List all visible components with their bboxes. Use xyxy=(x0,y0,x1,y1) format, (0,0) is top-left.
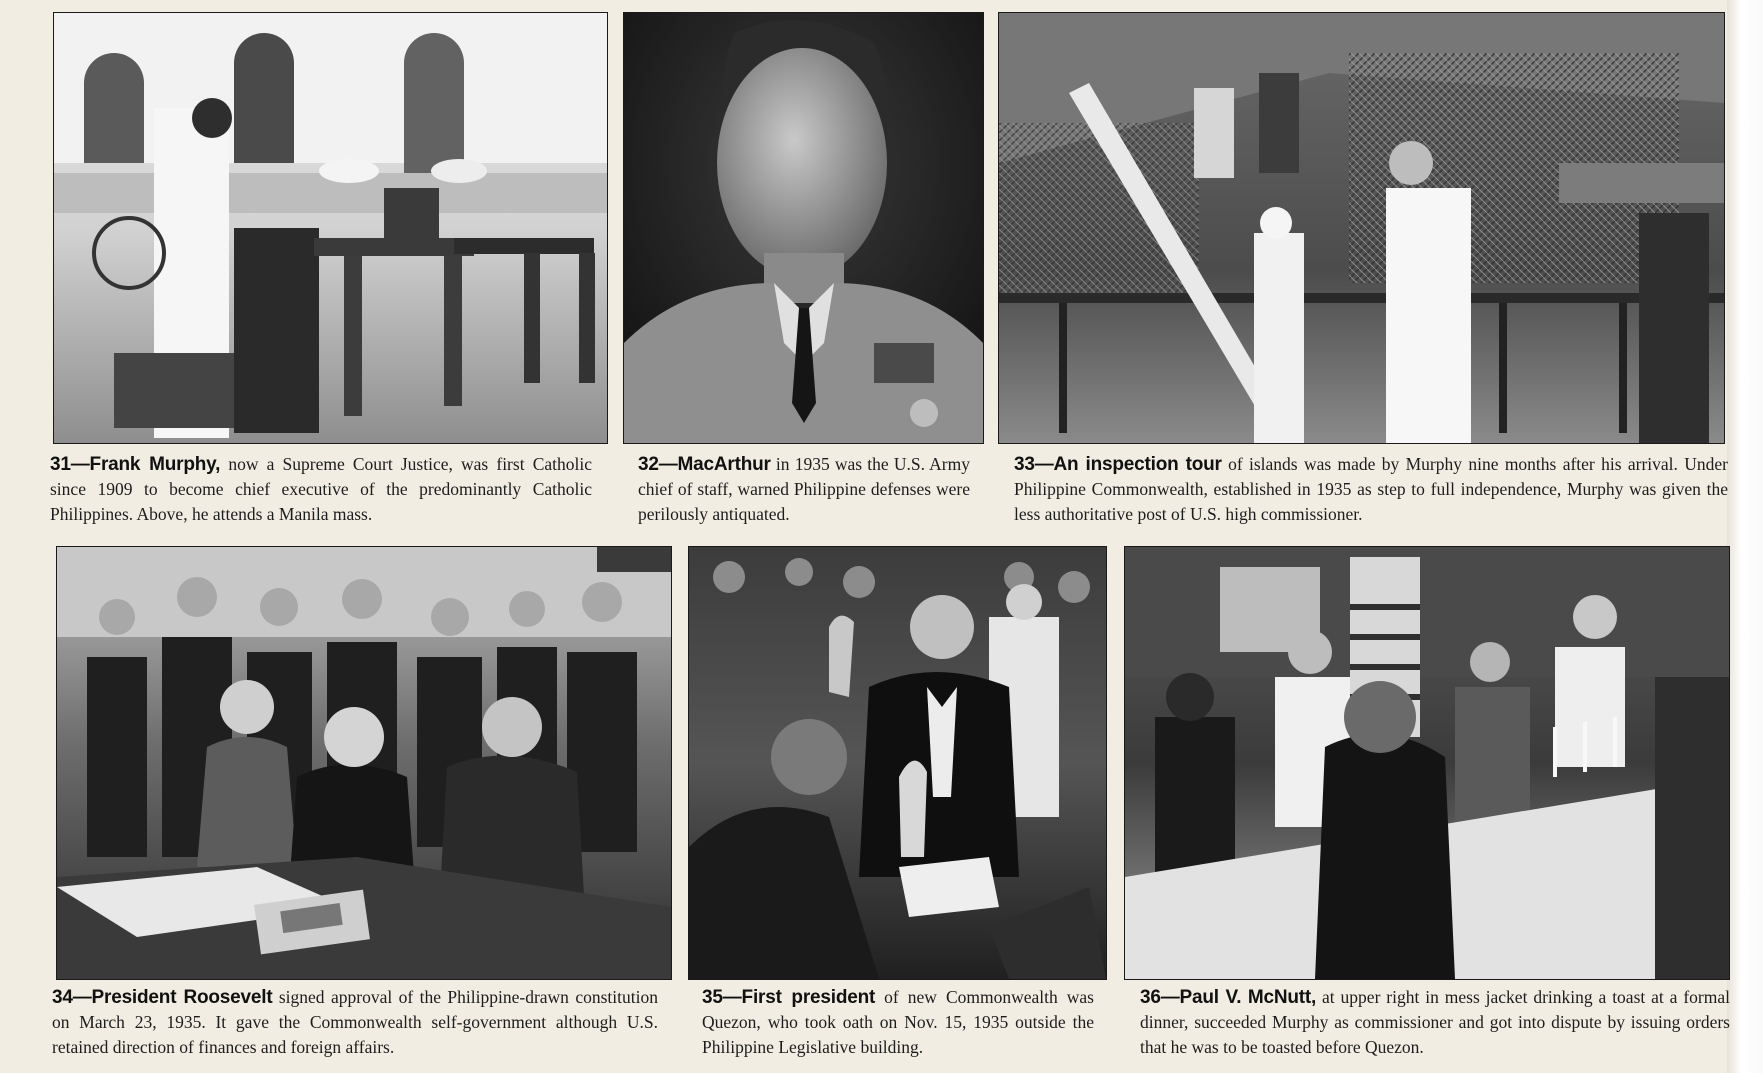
caption-35 xyxy=(702,985,1094,1060)
caption-34-body: signed approval of the Philippine-drawn constitution on March 23, 1935. It gave the Commonwealth self-government although U.S. retained direction of finances and foreign affairs. xyxy=(52,987,658,1057)
caption-32-lead: 32—MacArthur xyxy=(638,454,771,475)
caption-32-body: in 1935 was the U.S. Army chief of staff, warned Philippine defenses were perilously antiquated. xyxy=(638,454,970,524)
page-edge xyxy=(1727,0,1763,1073)
caption-34-lead: 34—President Roosevelt xyxy=(52,987,273,1008)
caption-31-lead: 31—Frank Murphy, xyxy=(50,454,221,475)
photo-36-mcnutt-dinner xyxy=(1124,546,1730,980)
photo-32-macarthur xyxy=(623,12,984,444)
caption-35-lead: 35—First president xyxy=(702,987,876,1008)
photo-35-quezon-oath xyxy=(688,546,1107,980)
caption-31 xyxy=(50,452,592,527)
caption-36-lead: 36—Paul V. McNutt, xyxy=(1140,987,1317,1008)
caption-31-body: now a Supreme Court Justice, was first Catholic since 1909 to become chief executive of the predominantly Catholic Philippines. Above, he attends a Manila mass. xyxy=(50,454,592,524)
caption-32 xyxy=(638,452,970,527)
photo-33-inspection-tour xyxy=(998,12,1725,444)
caption-33 xyxy=(1014,452,1728,527)
caption-36-body: at upper right in mess jacket drinking a toast at a formal dinner, succeeded Murphy as commissioner and got into dispute by issuing orders that he was to be toasted before Quezon. xyxy=(1140,987,1730,1057)
caption-36 xyxy=(1140,985,1730,1060)
caption-35-body: of new Commonwealth was Quezon, who took oath on Nov. 15, 1935 outside the Philippine Legislative building. xyxy=(702,987,1094,1057)
caption-33-body: of islands was made by Murphy nine months after his arrival. Under Philippine Commonwealth, established in 1935 as step to full independence, Murphy was given the less authoritative post of U.S. high commissioner. xyxy=(1014,454,1728,524)
caption-34 xyxy=(52,985,658,1060)
photo-31-frank-murphy xyxy=(53,12,608,444)
caption-33-lead: 33—An inspection tour xyxy=(1014,454,1222,475)
photo-34-roosevelt-signing xyxy=(56,546,672,980)
